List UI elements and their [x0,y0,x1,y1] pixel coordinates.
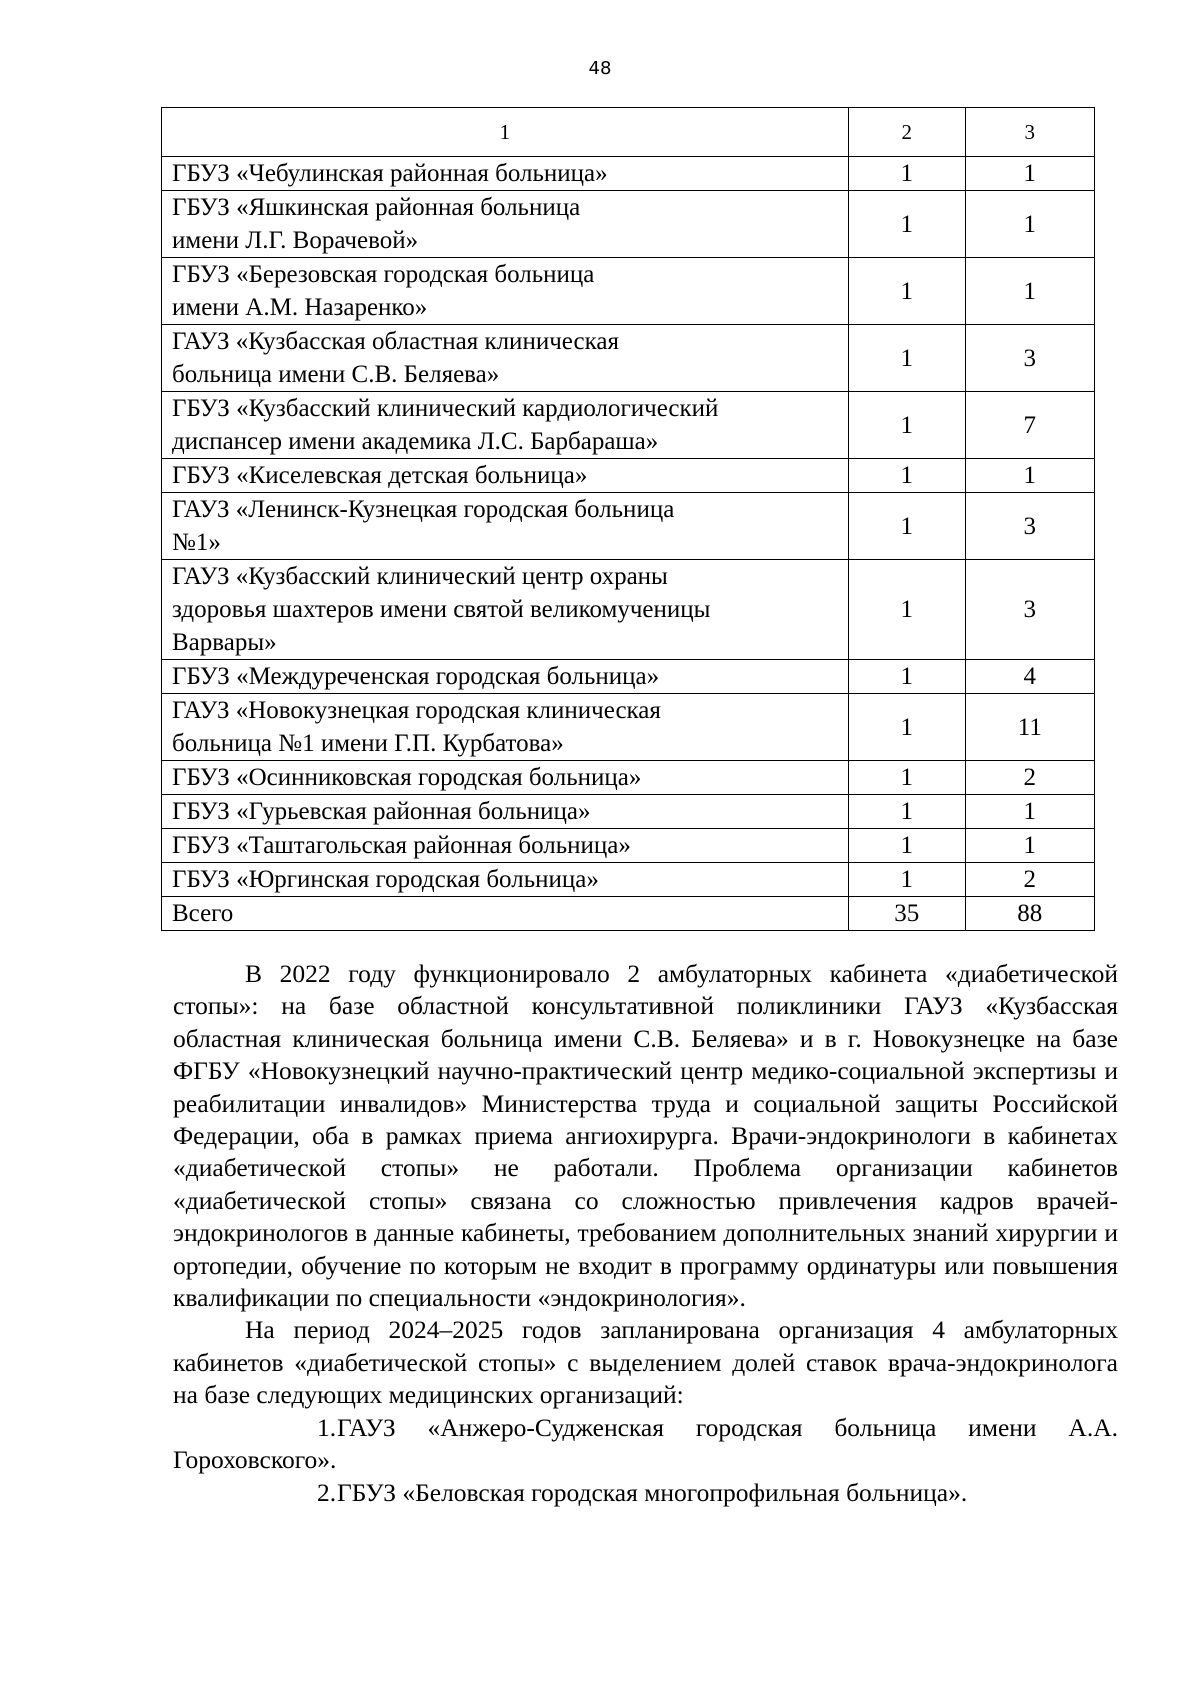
table-row [162,157,1095,191]
organization-name-cell: ГБУЗ «Яшкинская районная больница имени Л.Г. Ворачевой» [162,191,849,258]
organization-name-cell: ГБУЗ «Кузбасский клинический кардиологический диспансер имени академика Л.С. Барбараша» [162,392,849,459]
list-item-text: ГБУЗ «Беловская городская многопрофильная больница». [337,1477,968,1507]
paragraph-diabetic-foot-2022: В 2022 году функционировало 2 амбулаторных кабинета «диабетической стопы»: на базе областной консультативной поликлиники ГАУЗ «Кузбасская областная клиническая больница имени С.В. Беляева» и в г. Новокузнецке на базе ФГБУ «Новокузнецкий научно-практический центр медико-социальной экспертизы и реабилитации инвалидов» Министерства труда и социальной защиты Российской Федерации, оба в рамках приема ангиохирурга. Врачи-эндокринологи в кабинетах «диабетической стопы» не работали. Проблема организации кабинетов «диабетической стопы» связана со сложностью привлечения кадров врачей-эндокринологов в данные кабинеты, требованием дополнительных знаний хирургии и ортопедии, обучение по которым не входит в программу ординатуры или повышения квалификации по специальности «эндокринология». [173,959,1118,1313]
organization-name-cell: ГБУЗ «Киселевская детская больница» [162,459,849,493]
column-3-value-cell: 4 [965,660,1094,694]
column-3-value-cell: 1 [965,191,1094,258]
column-2-value-cell: 1 [848,493,965,560]
total-column-2-cell: 35 [848,897,965,931]
column-3-value-cell: 2 [965,863,1094,897]
column-2-value-cell: 1 [848,459,965,493]
list-item [173,1412,1118,1477]
column-2-value-cell: 1 [848,325,965,392]
table-row [162,258,1095,325]
organization-name-cell: ГБУЗ «Осинниковская городская больница» [162,761,849,795]
column-3-value-cell: 7 [965,392,1094,459]
page-number: 48 [588,58,612,79]
table-row [162,694,1095,761]
column-2-value-cell: 1 [848,829,965,863]
organization-name-cell: ГБУЗ «Чебулинская районная больница» [162,157,849,191]
organization-name-cell: ГАУЗ «Кузбасская областная клиническая больница имени С.В. Беляева» [162,325,849,392]
table-row [162,829,1095,863]
column-2-value-cell: 1 [848,392,965,459]
organization-name-cell: ГБУЗ «Междуреченская городская больница» [162,660,849,694]
column-2-value-cell: 1 [848,157,965,191]
list-item-number: 1. [317,1412,337,1442]
table-row [162,863,1095,897]
column-3-value-cell: 1 [965,829,1094,863]
header-cell-3: 3 [965,108,1094,157]
organization-name-cell: ГАУЗ «Ленинск-Кузнецкая городская больница №1» [162,493,849,560]
organization-name-cell: ГАУЗ «Кузбасский клинический центр охраны здоровья шахтеров имени святой великомученицы Варвары» [162,560,849,660]
column-3-value-cell: 3 [965,493,1094,560]
column-2-value-cell: 1 [848,660,965,694]
table-row [162,761,1095,795]
body-text [173,958,1118,1509]
column-3-value-cell: 1 [965,157,1094,191]
organization-name-cell: ГАУЗ «Новокузнецкая городская клиническая больница №1 имени Г.П. Курбатова» [162,694,849,761]
organization-name-cell: ГБУЗ «Юргинская городская больница» [162,863,849,897]
organization-name-cell: ГБУЗ «Березовская городская больница имени А.М. Назаренко» [162,258,849,325]
table-row [162,795,1095,829]
total-label-cell: Всего [162,897,849,931]
organization-name-cell: ГБУЗ «Таштагольская районная больница» [162,829,849,863]
total-column-3-cell: 88 [965,897,1094,931]
column-2-value-cell: 1 [848,258,965,325]
list-item-text: ГАУЗ «Анжеро-Судженская городская больница имени А.А. Гороховского». [173,1412,1118,1475]
organization-name-cell: ГБУЗ «Гурьевская районная больница» [162,795,849,829]
table-total-row [162,897,1095,931]
column-3-value-cell: 1 [965,459,1094,493]
table-row [162,191,1095,258]
column-3-value-cell: 3 [965,560,1094,660]
table-row [162,560,1095,660]
column-3-value-cell: 11 [965,694,1094,761]
table-row [162,325,1095,392]
header-cell-1: 1 [162,108,849,157]
table-row [162,493,1095,560]
table-row [162,459,1095,493]
column-3-value-cell: 1 [965,795,1094,829]
list-item-number: 2. [317,1477,337,1507]
column-2-value-cell: 1 [848,191,965,258]
column-3-value-cell: 3 [965,325,1094,392]
organizations-table [161,107,1095,931]
table-header-row [162,108,1095,157]
column-2-value-cell: 1 [848,694,965,761]
table-row [162,660,1095,694]
column-3-value-cell: 1 [965,258,1094,325]
header-cell-2: 2 [848,108,965,157]
column-2-value-cell: 1 [848,795,965,829]
table-row [162,392,1095,459]
column-2-value-cell: 1 [848,560,965,660]
column-3-value-cell: 2 [965,761,1094,795]
list-item [173,1477,1118,1509]
column-2-value-cell: 1 [848,761,965,795]
column-2-value-cell: 1 [848,863,965,897]
paragraph-plan-2024-2025: На период 2024–2025 годов запланирована организация 4 амбулаторных кабинетов «диабетической стопы» с выделением долей ставок врача-эндокринолога на базе следующих медицинских организаций: [173,1315,1118,1410]
